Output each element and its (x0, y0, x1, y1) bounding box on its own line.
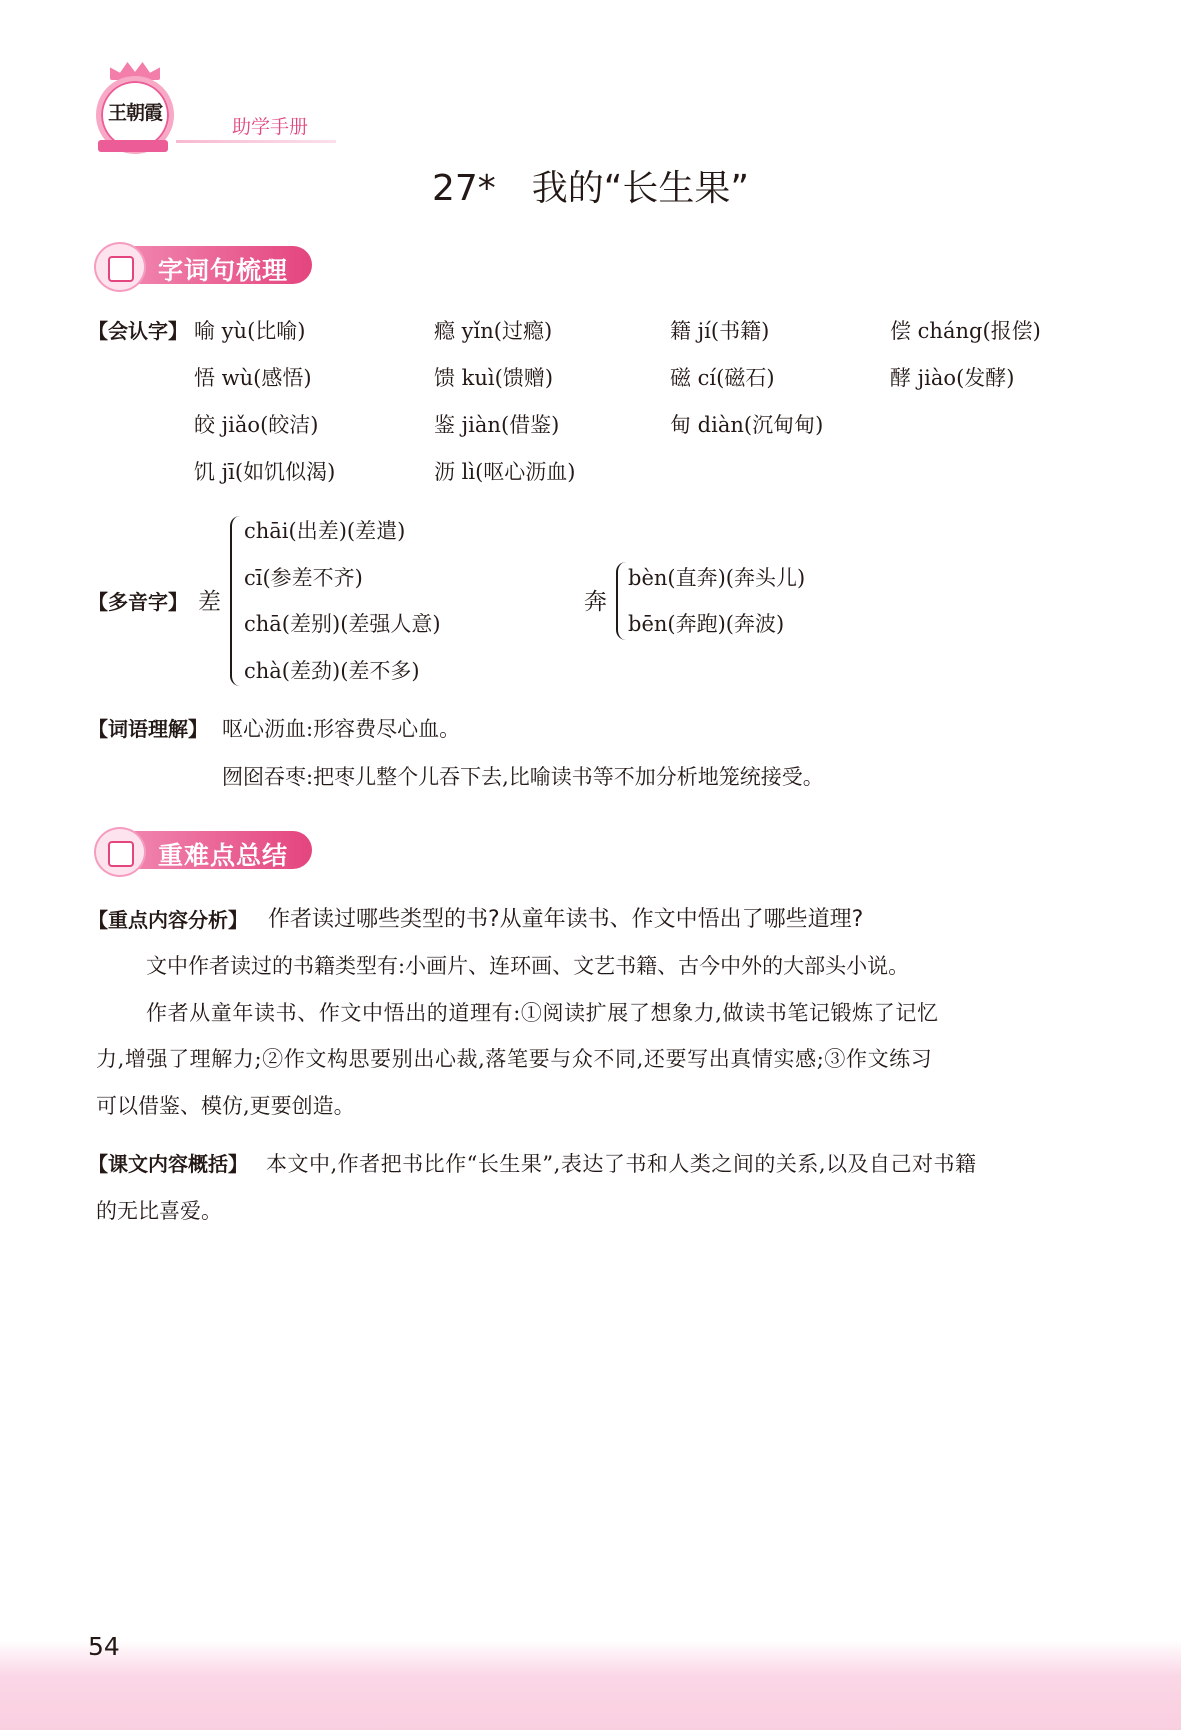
polyphone-label: 【多音字】 (88, 590, 188, 614)
header-label: 助学手册 (232, 116, 309, 138)
polyphone-reading: chā(差别)(差强人意) (244, 612, 441, 636)
publisher-logo (92, 62, 172, 152)
recognize-item: 酵 jiào(发酵) (890, 366, 1015, 390)
polyphone-reading: bèn(直奔)(奔头儿) (628, 566, 806, 590)
polyphone-char-a: 差 (198, 589, 221, 615)
recognize-item: 瘾 yǐn(过瘾) (434, 319, 553, 343)
section-title: 重难点总结 (158, 841, 289, 870)
polyphone-reading: cī(参差不齐) (244, 566, 363, 590)
word-definition: 囫囵吞枣:把枣儿整个儿吞下去,比喻读书等不加分析地笼统接受。 (222, 765, 824, 789)
analysis-line: 可以借鉴、模仿,更要创造。 (96, 1094, 355, 1118)
lesson-number: 27* (431, 168, 496, 209)
lesson-title (0, 160, 1181, 211)
logo-text: 王朝霞 (107, 102, 162, 124)
polyphone-reading: chà(差劲)(差不多) (244, 659, 420, 683)
recognize-item: 喻 yù(比喻) (194, 319, 306, 343)
recognize-item: 饥 jī(如饥似渴) (194, 460, 336, 484)
recognize-item: 沥 lì(呕心沥血) (434, 460, 576, 484)
section-badge-key-points (94, 827, 324, 873)
words-label: 【词语理解】 (88, 717, 208, 741)
polyphone-reading: chāi(出差)(差遣) (244, 519, 406, 543)
analysis-label: 【重点内容分析】 (88, 908, 248, 932)
polyphone-reading: bēn(奔跑)(奔波) (628, 612, 785, 636)
recognize-item: 磁 cí(磁石) (670, 366, 775, 390)
recognize-item: 皎 jiǎo(皎洁) (194, 413, 319, 437)
recognize-item: 甸 diàn(沉甸甸) (670, 413, 824, 437)
logo-ribbon (98, 140, 168, 152)
lesson-name: 我的“长生果” (531, 168, 750, 209)
analysis-line: 文中作者读过的书籍类型有:小画片、连环画、文艺书籍、古今中外的大部头小说。 (146, 954, 910, 978)
analysis-question: 作者读过哪些类型的书?从童年读书、作文中悟出了哪些道理? (268, 907, 864, 932)
analysis-line: 作者从童年读书、作文中悟出的道理有:①阅读扩展了想象力,做读书笔记锻炼了记忆 (146, 1001, 939, 1025)
section-title: 字词句梳理 (158, 256, 289, 285)
page-number: 54 (88, 1632, 120, 1661)
mascot-icon (94, 242, 146, 292)
section-badge-vocabulary (94, 242, 324, 288)
recognize-item: 籍 jí(书籍) (670, 319, 770, 343)
summary-line: 本文中,作者把书比作“长生果”,表达了书和人类之间的关系,以及自己对书籍 (266, 1152, 977, 1176)
summary-line: 的无比喜爱。 (96, 1199, 222, 1223)
book-mascot-icon (94, 827, 146, 877)
recognize-label: 【会认字】 (88, 319, 188, 343)
header-divider (176, 140, 336, 143)
recognize-item: 鉴 jiàn(借鉴) (434, 413, 560, 437)
analysis-line: 力,增强了理解力;②作文构思要别出心裁,落笔要与众不同,还要写出真情实感;③作文练习 (96, 1047, 933, 1071)
word-definition: 呕心沥血:形容费尽心血。 (222, 717, 461, 741)
recognize-item: 馈 kuì(馈赠) (434, 366, 554, 390)
recognize-item: 悟 wù(感悟) (194, 366, 312, 390)
recognize-item: 偿 cháng(报偿) (890, 319, 1041, 343)
footer-band (0, 1640, 1181, 1730)
polyphone-char-b: 奔 (584, 589, 607, 615)
summary-label: 【课文内容概括】 (88, 1152, 248, 1176)
